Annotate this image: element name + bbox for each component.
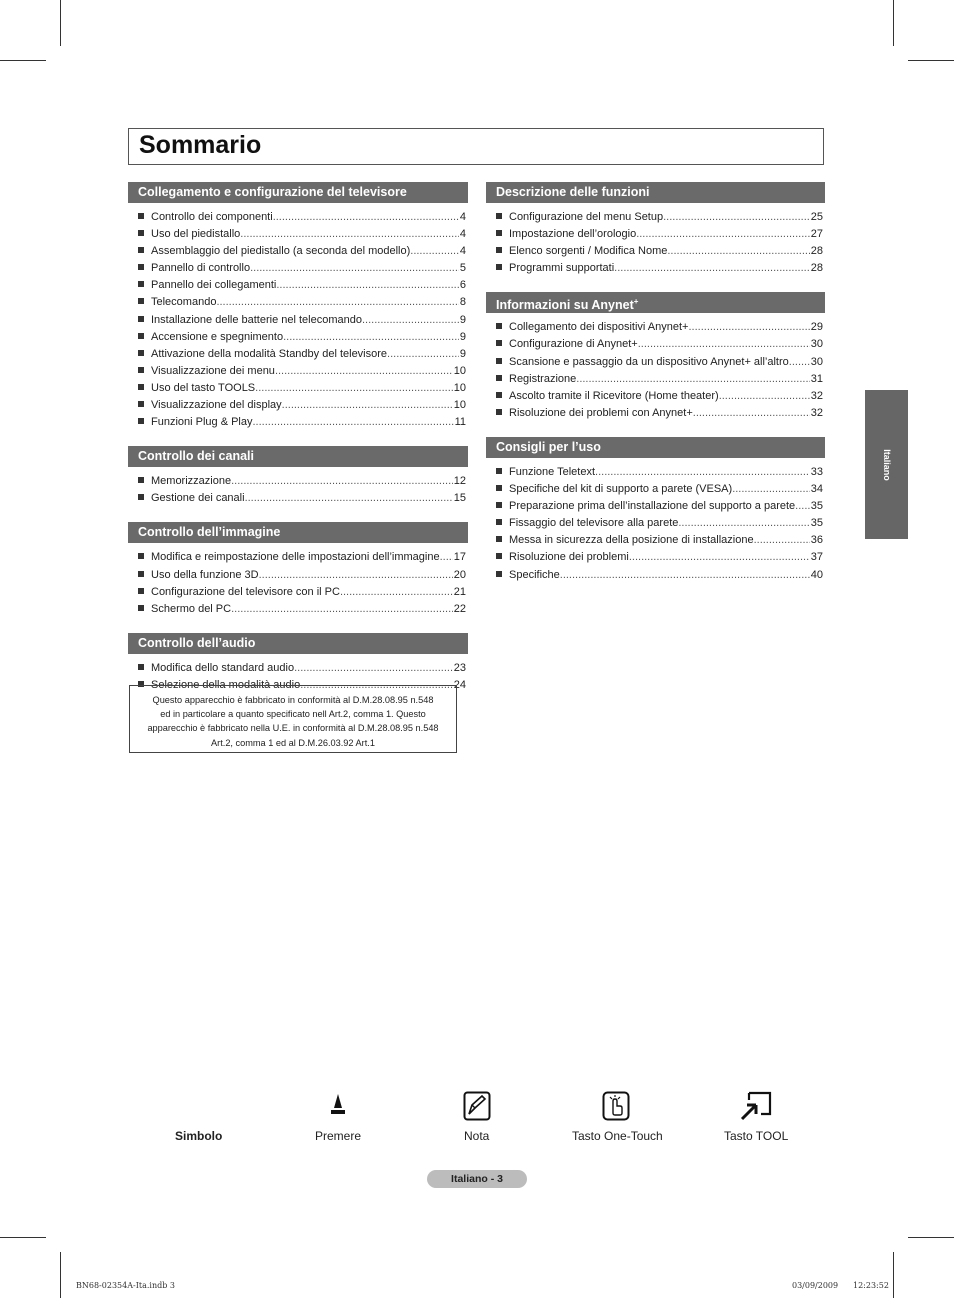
section-header (128, 182, 468, 203)
toc-entry[interactable] (138, 260, 466, 277)
toc-entry-page: 4 (459, 228, 466, 241)
toc-entry[interactable] (496, 336, 823, 353)
bullet-square-icon (496, 213, 502, 219)
toc-section (486, 437, 825, 590)
bullet-square-icon (138, 213, 144, 219)
toc-entry-text: Preparazione prima dell’installazione del supporto a parete (509, 500, 796, 513)
toc-entry-text: Risoluzione dei problemi con Anynet+ (509, 406, 693, 419)
section-header (486, 182, 825, 203)
dot-leader (387, 346, 459, 363)
dot-leader (282, 397, 453, 414)
print-time: 12:23:52 (853, 1281, 889, 1290)
dot-leader (576, 371, 809, 388)
toc-entry-page: 35 (810, 500, 823, 513)
toc-left-column (128, 182, 468, 700)
toc-entry-page: 9 (459, 313, 466, 326)
section-header (486, 437, 825, 458)
one-touch-hand-icon (602, 1091, 630, 1121)
bullet-square-icon (138, 247, 144, 253)
toc-entry[interactable] (496, 405, 823, 422)
toc-entry[interactable] (496, 515, 823, 532)
toc-right-column (486, 182, 825, 590)
dot-leader (560, 567, 810, 584)
toc-entry[interactable] (138, 329, 466, 346)
toc-entry-page: 30 (810, 355, 823, 368)
bullet-square-icon (496, 358, 502, 364)
dot-leader (754, 532, 810, 549)
toc-section (486, 292, 825, 428)
section-header-text: Controllo dei canali (138, 449, 254, 464)
bullet-square-icon (138, 588, 144, 594)
toc-entries (128, 203, 468, 437)
toc-entry-page: 6 (459, 279, 466, 292)
toc-entry-page: 15 (453, 492, 466, 505)
dot-leader (240, 226, 459, 243)
dot-leader (362, 312, 459, 329)
toc-entries (128, 467, 468, 513)
press-triangle-icon (330, 1092, 346, 1118)
dot-leader (253, 414, 454, 431)
toc-entry-page: 30 (810, 338, 823, 351)
toc-section (128, 446, 468, 513)
toc-entry-text: Selezione della modalità audio (151, 678, 301, 691)
bullet-square-icon (496, 553, 502, 559)
toc-entry[interactable] (138, 209, 466, 226)
toc-entry-page: 22 (453, 602, 466, 615)
crop-mark (908, 60, 954, 61)
print-file-info: BN68-02354A-Ita.indb 3 (76, 1281, 175, 1290)
toc-entry-page: 8 (459, 296, 466, 309)
dot-leader (614, 260, 810, 277)
toc-entry[interactable] (496, 549, 823, 566)
dot-leader (259, 567, 453, 584)
dot-leader (216, 294, 458, 311)
toc-section (128, 182, 468, 437)
dot-leader (663, 209, 810, 226)
toc-entry-page: 24 (453, 678, 466, 691)
toc-entry[interactable] (138, 660, 466, 677)
toc-entry-page: 9 (459, 330, 466, 343)
toc-entry-text: Memorizzazione (151, 475, 232, 488)
section-header-text: Informazioni su Anynet (496, 298, 634, 313)
bullet-square-icon (496, 392, 502, 398)
toc-entry-page: 20 (453, 568, 466, 581)
dot-leader (638, 336, 810, 353)
dot-leader (283, 329, 459, 346)
toc-entry-text: Configurazione di Anynet+ (509, 338, 638, 351)
tool-label: Tasto TOOL (724, 1129, 789, 1143)
bullet-square-icon (138, 230, 144, 236)
toc-entry-page: 40 (810, 568, 823, 581)
section-header (128, 446, 468, 467)
bullet-square-icon (138, 571, 144, 577)
bullet-square-icon (138, 384, 144, 390)
press-label: Premere (315, 1129, 362, 1143)
toc-entry-page: 10 (453, 399, 466, 412)
toc-entry[interactable] (496, 354, 823, 371)
toc-entry[interactable] (496, 371, 823, 388)
dot-leader (629, 549, 810, 566)
toc-entry[interactable] (138, 473, 466, 490)
bullet-square-icon (138, 264, 144, 270)
toc-entry-text: Funzioni Plug & Play (151, 416, 253, 429)
bullet-square-icon (138, 664, 144, 670)
dot-leader (231, 601, 453, 618)
toc-entry-page: 31 (810, 372, 823, 385)
toc-entry-text: Telecomando (151, 296, 217, 309)
page-title: Sommario (139, 131, 262, 159)
toc-entry-text: Uso della funzione 3D (151, 568, 259, 581)
bullet-square-icon (138, 281, 144, 287)
bullet-square-icon (496, 340, 502, 346)
toc-entry[interactable] (138, 226, 466, 243)
toc-entry-page: 29 (810, 321, 823, 334)
toc-entry-text: Gestione dei canali (151, 492, 245, 505)
toc-entry[interactable] (496, 567, 823, 584)
note-pencil-icon (463, 1091, 491, 1121)
dot-leader (255, 380, 453, 397)
toc-entry[interactable] (138, 490, 466, 507)
toc-entry[interactable] (138, 243, 466, 260)
toc-entry[interactable] (138, 584, 466, 601)
toc-entry-text: Configurazione del menu Setup (509, 211, 664, 223)
toc-entry-text: Programmi supportati (509, 262, 615, 275)
notice-line: apparecchio è fabbricato nella U.E. in conformità al D.M.28.08.95 n.548 (147, 723, 439, 734)
toc-entry-page: 27 (810, 228, 823, 241)
notice-line: ed in particolare a quanto specificato nell Art.2, comma 1. Questo (160, 709, 426, 720)
toc-entry-page: 10 (453, 364, 466, 377)
dot-leader (245, 490, 453, 507)
toc-entry-text: Uso del piedistallo (151, 228, 241, 241)
toc-entry[interactable] (496, 226, 823, 243)
toc-entry-text: Ascolto tramite il Ricevitore (Home theater) (509, 389, 719, 402)
toc-entry-page: 32 (810, 389, 823, 402)
language-side-tab (865, 390, 908, 539)
notice-line: Art.2, comma 1 ed al D.M.26.03.92 Art.1 (211, 737, 375, 748)
toc-entry[interactable] (138, 567, 466, 584)
toc-entry-text: Accensione e spegnimento (151, 330, 284, 343)
toc-entry-text: Controllo dei componenti (151, 211, 273, 223)
toc-entry-page: 33 (810, 465, 823, 478)
toc-entry-text: Pannello di controllo (151, 262, 251, 275)
bullet-square-icon (138, 333, 144, 339)
section-header-text: Controllo dell’audio (138, 635, 256, 650)
toc-entry-text: Registrazione (509, 372, 577, 385)
toc-entry[interactable] (138, 277, 466, 294)
toc-entries (128, 543, 468, 623)
toc-entry-page: 9 (459, 347, 466, 360)
toc-entry[interactable] (138, 363, 466, 380)
toc-entry-text: Uso del tasto TOOLS (151, 381, 256, 394)
bullet-square-icon (496, 375, 502, 381)
dot-leader (276, 277, 459, 294)
crop-mark (0, 60, 46, 61)
toc-entry-text: Configurazione del televisore con il PC (151, 585, 340, 598)
dot-leader (795, 498, 810, 515)
dot-leader (789, 354, 810, 371)
toc-entry-page: 21 (453, 585, 466, 598)
toc-entry-page: 25 (810, 211, 823, 223)
toc-entry-page: 5 (459, 262, 466, 275)
dot-leader (595, 464, 810, 481)
toc-entry-text: Scansione e passaggio da un dispositivo Anynet+ all’altro (509, 355, 789, 368)
bullet-square-icon (496, 468, 502, 474)
bullet-square-icon (138, 298, 144, 304)
toc-entry-text: Collegamento dei dispositivi Anynet+ (509, 321, 689, 334)
dot-leader (340, 584, 453, 601)
toc-entry[interactable] (138, 346, 466, 363)
crop-mark (893, 1252, 894, 1298)
dot-leader (231, 473, 453, 490)
section-header (486, 292, 825, 313)
toc-entry[interactable] (496, 319, 823, 336)
toc-entry-text: Modifica e reimpostazione delle impostazioni dell’immagine (151, 551, 440, 564)
crop-mark (60, 1252, 61, 1298)
bullet-square-icon (496, 485, 502, 491)
bullet-square-icon (138, 418, 144, 424)
crop-mark (908, 1237, 954, 1238)
toc-entry-text: Specifiche (509, 568, 560, 581)
toc-entries (486, 203, 825, 283)
toc-entries (486, 313, 825, 428)
bullet-square-icon (496, 323, 502, 329)
toc-entry-text: Risoluzione dei problemi (509, 551, 629, 564)
bullet-square-icon (138, 367, 144, 373)
toc-entry-page: 11 (454, 416, 466, 429)
toc-entries (486, 458, 825, 590)
dot-leader (732, 481, 810, 498)
toc-entry-text: Impostazione dell’orologio (509, 228, 637, 241)
toc-entry-text: Attivazione della modalità Standby del televisore (151, 347, 388, 360)
one-touch-label: Tasto One-Touch (572, 1129, 663, 1143)
crop-mark (60, 0, 61, 46)
toc-entry-page: 35 (810, 517, 823, 530)
toc-entry[interactable] (496, 532, 823, 549)
toc-entry-text: Pannello dei collegamenti (151, 279, 277, 292)
dot-leader (250, 260, 459, 277)
bullet-square-icon (496, 519, 502, 525)
toc-entry[interactable] (138, 397, 466, 414)
toc-entry[interactable] (138, 380, 466, 397)
dot-leader (688, 319, 809, 336)
toc-entry-text: Visualizzazione del display (151, 399, 282, 412)
tool-arrow-icon (739, 1090, 773, 1122)
toc-entry-text: Elenco sorgenti / Modifica Nome (509, 245, 668, 258)
toc-entry-page: 4 (459, 211, 466, 223)
toc-entry-page: 34 (810, 483, 823, 496)
toc-entry-page: 4 (459, 245, 466, 258)
toc-entry-page: 23 (453, 661, 466, 674)
dot-leader (275, 363, 453, 380)
bullet-square-icon (496, 264, 502, 270)
bullet-square-icon (138, 494, 144, 500)
note-label: Nota (464, 1129, 490, 1143)
toc-entry[interactable] (138, 601, 466, 618)
toc-entry-page: 36 (810, 534, 823, 547)
title-box (128, 128, 824, 165)
toc-entry[interactable] (138, 294, 466, 311)
bullet-square-icon (496, 536, 502, 542)
dot-leader (440, 549, 453, 566)
toc-entry-page: 10 (453, 381, 466, 394)
toc-entry-text: Visualizzazione dei menu (151, 364, 275, 377)
toc-section (486, 182, 825, 283)
toc-entry[interactable] (496, 464, 823, 481)
dot-leader (410, 243, 459, 260)
print-date: 03/09/2009 (792, 1281, 839, 1290)
toc-entry[interactable] (496, 209, 823, 226)
bullet-square-icon (496, 502, 502, 508)
toc-entry-text: Installazione delle batterie nel telecomando (151, 313, 362, 326)
section-header (128, 522, 468, 543)
side-tab-label: Italiano (881, 448, 892, 481)
dot-leader (678, 515, 809, 532)
section-header-text: Collegamento e configurazione del televisore (138, 185, 407, 199)
page-number-footer: Italiano - 3 (427, 1170, 527, 1188)
toc-entry[interactable] (496, 243, 823, 260)
dot-leader (693, 405, 810, 422)
bullet-square-icon (138, 401, 144, 407)
bullet-square-icon (496, 409, 502, 415)
section-header (128, 633, 468, 654)
toc-entry-text: Messa in sicurezza della posizione di installazione (509, 534, 754, 547)
bullet-square-icon (138, 316, 144, 322)
toc-entry-page: 37 (810, 551, 823, 564)
toc-section (128, 522, 468, 623)
dot-leader (294, 660, 453, 677)
bullet-square-icon (138, 350, 144, 356)
dot-leader (636, 226, 810, 243)
toc-entry-text: Funzione Teletext (509, 465, 596, 478)
bullet-square-icon (138, 605, 144, 611)
toc-entry-page: 12 (453, 475, 466, 488)
toc-entry-page: 32 (810, 406, 823, 419)
bullet-square-icon (496, 571, 502, 577)
bullet-square-icon (138, 477, 144, 483)
toc-entry[interactable] (496, 260, 823, 277)
toc-entry[interactable] (496, 481, 823, 498)
section-header-text: Controllo dell’immagine (138, 525, 281, 540)
toc-entry-text: Fissaggio del televisore alla parete (509, 517, 679, 530)
bullet-square-icon (496, 230, 502, 236)
dot-leader (273, 209, 459, 226)
toc-entry[interactable] (138, 312, 466, 329)
conformity-notice (129, 685, 457, 753)
bullet-square-icon (138, 553, 144, 559)
toc-entry[interactable] (138, 414, 466, 431)
toc-entry-page: 28 (810, 262, 823, 275)
toc-entry-page: 28 (810, 245, 823, 258)
dot-leader (667, 243, 809, 260)
toc-entry-text: Modifica dello standard audio (151, 661, 295, 674)
crop-mark (0, 1237, 46, 1238)
toc-entry[interactable] (138, 549, 466, 566)
bullet-square-icon (496, 247, 502, 253)
section-header-text: Descrizione delle funzioni (496, 185, 650, 199)
toc-entry-text: Specifiche del kit di supporto a parete (VESA) (509, 483, 733, 496)
notice-line: Questo apparecchio è fabbricato in conformità al D.M.28.08.95 n.548 (152, 695, 434, 705)
toc-entry-page: 17 (453, 551, 466, 564)
toc-entry[interactable] (496, 498, 823, 515)
section-header-text: Consigli per l’uso (496, 439, 601, 454)
toc-entry-text: Schermo del PC (151, 602, 232, 615)
dot-leader (719, 388, 810, 405)
section-header-sup: + (633, 297, 639, 307)
symbol-label: Simbolo (175, 1129, 223, 1143)
toc-entry[interactable] (496, 388, 823, 405)
toc-entry-text: Assemblaggio del piedistallo (a seconda del modello) (151, 245, 411, 258)
crop-mark (893, 0, 894, 46)
